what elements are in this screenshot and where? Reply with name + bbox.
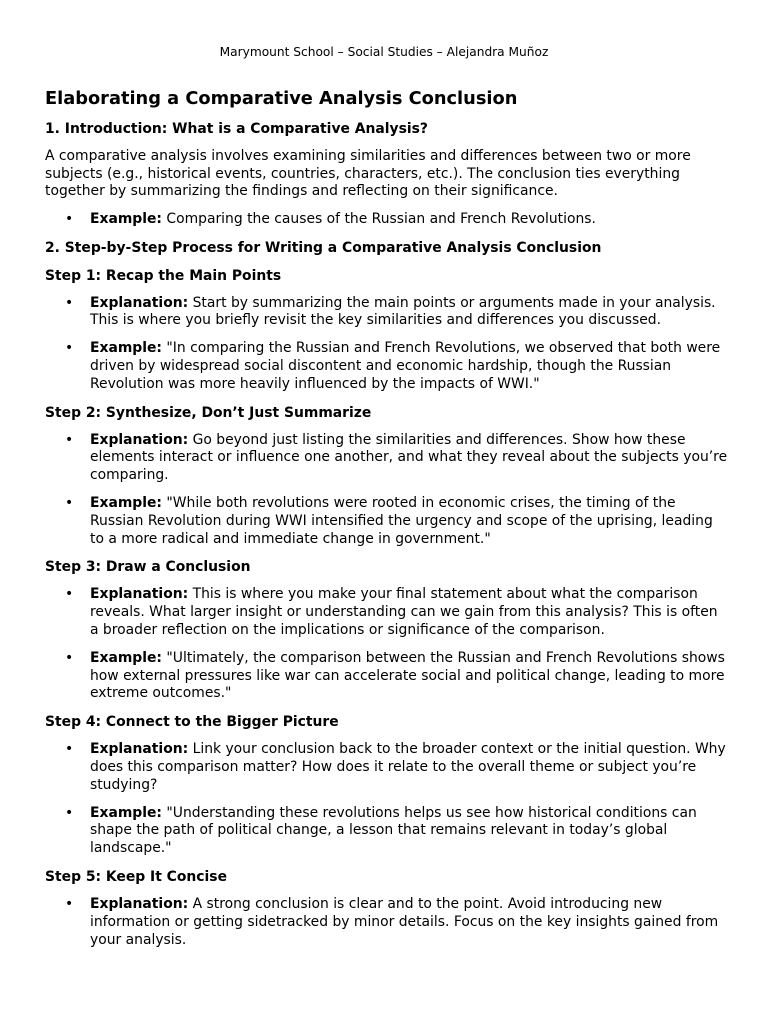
explanation-label: Explanation: [90, 294, 189, 311]
explanation-text: Start by summarizing the main points or arguments made in your analysis. This is where you briefly revisit the key similarities and differences you discussed. [90, 294, 716, 329]
example-label: Example: [90, 804, 162, 821]
document-body [45, 88, 730, 959]
example-label: Example: [90, 649, 162, 666]
list-item [45, 741, 730, 794]
step-heading: Step 5: Keep It Concise [45, 868, 227, 885]
bullet: • [65, 895, 74, 912]
example-text: "In comparing the Russian and French Revolutions, we observed that both were driven by widespread social discontent and economic hardship, though the Russian Revolution was more heavily influenced by the impacts of WWI." [90, 340, 721, 392]
intro-paragraph: A comparative analysis involves examining similarities and differences between two or more subjects (e.g., historical events, countries, characters, etc.). The conclusion ties everything together by summarizing the findings and reflecting on their significance. [45, 148, 691, 200]
example-label: Example: [90, 210, 162, 227]
page-header: Marymount School – Social Studies – Alejandra Muñoz [219, 45, 549, 59]
step-heading: Step 1: Recap the Main Points [45, 267, 282, 284]
bullet: • [65, 804, 74, 821]
bullet: • [65, 340, 74, 357]
step-list [45, 896, 730, 949]
explanation-label: Explanation: [90, 741, 189, 758]
list-item [45, 586, 730, 639]
list-item [45, 495, 730, 548]
list-item [45, 650, 730, 703]
list-item [45, 805, 730, 858]
bullet: • [65, 431, 74, 448]
document-title: Elaborating a Comparative Analysis Conclusion [45, 88, 518, 109]
step-list [45, 432, 730, 549]
explanation-label: Explanation: [90, 895, 189, 912]
list-item [45, 340, 730, 393]
list-item [45, 295, 730, 331]
intro-list [45, 211, 730, 229]
step-heading: Step 4: Connect to the Bigger Picture [45, 714, 339, 731]
process-heading: 2. Step-by-Step Process for Writing a Comparative Analysis Conclusion [45, 239, 602, 256]
explanation-text: Link your conclusion back to the broader context or the initial question. Why does this comparison matter? How does it relate to the overall theme or subject you’re studying? [90, 741, 726, 793]
list-item [45, 432, 730, 485]
explanation-text: Go beyond just listing the similarities and differences. Show how these elements interact or influence one another, and what they reveal about the subjects you’re comparing. [90, 431, 728, 484]
intro-heading: 1. Introduction: What is a Comparative Analysis? [45, 121, 428, 137]
explanation-text: A strong conclusion is clear and to the point. Avoid introducing new information or getting sidetracked by minor details. Focus on the key insights gained from your analysis. [90, 895, 719, 948]
bullet: • [65, 586, 74, 603]
example-label: Example: [90, 494, 162, 511]
step-heading: Step 2: Synthesize, Don’t Just Summarize [45, 404, 372, 421]
example-text: Comparing the causes of the Russian and French Revolutions. [161, 210, 596, 227]
bullet: • [65, 294, 74, 311]
bullet: • [65, 741, 74, 758]
bullet: • [65, 210, 74, 227]
explanation-label: Explanation: [90, 431, 189, 448]
example-label: Example: [90, 340, 162, 357]
step-list [45, 741, 730, 858]
list-item [45, 896, 730, 949]
step-heading: Step 3: Draw a Conclusion [45, 559, 251, 576]
explanation-text: This is where you make your final statement about what the comparison reveals. What larger insight or understanding can we gain from this analysis? This is often a broader reflection on the implications or significance of the comparison. [90, 586, 718, 638]
example-text: "Understanding these revolutions helps us see how historical conditions can shape the path of political change, a lesson that remains relevant in today’s global landscape." [90, 804, 697, 857]
list-item [45, 211, 730, 229]
step-list [45, 586, 730, 703]
example-text: "While both revolutions were rooted in economic crises, the timing of the Russian Revolution during WWI intensified the urgency and scope of the uprising, leading to a more radical and immediate change in government." [90, 494, 713, 547]
bullet: • [65, 494, 74, 511]
example-text: "Ultimately, the comparison between the Russian and French Revolutions shows how external pressures like war can accelerate social and political change, leading to more extreme outcomes." [90, 649, 725, 702]
step-list [45, 295, 730, 394]
bullet: • [65, 649, 74, 666]
explanation-label: Explanation: [90, 586, 189, 603]
